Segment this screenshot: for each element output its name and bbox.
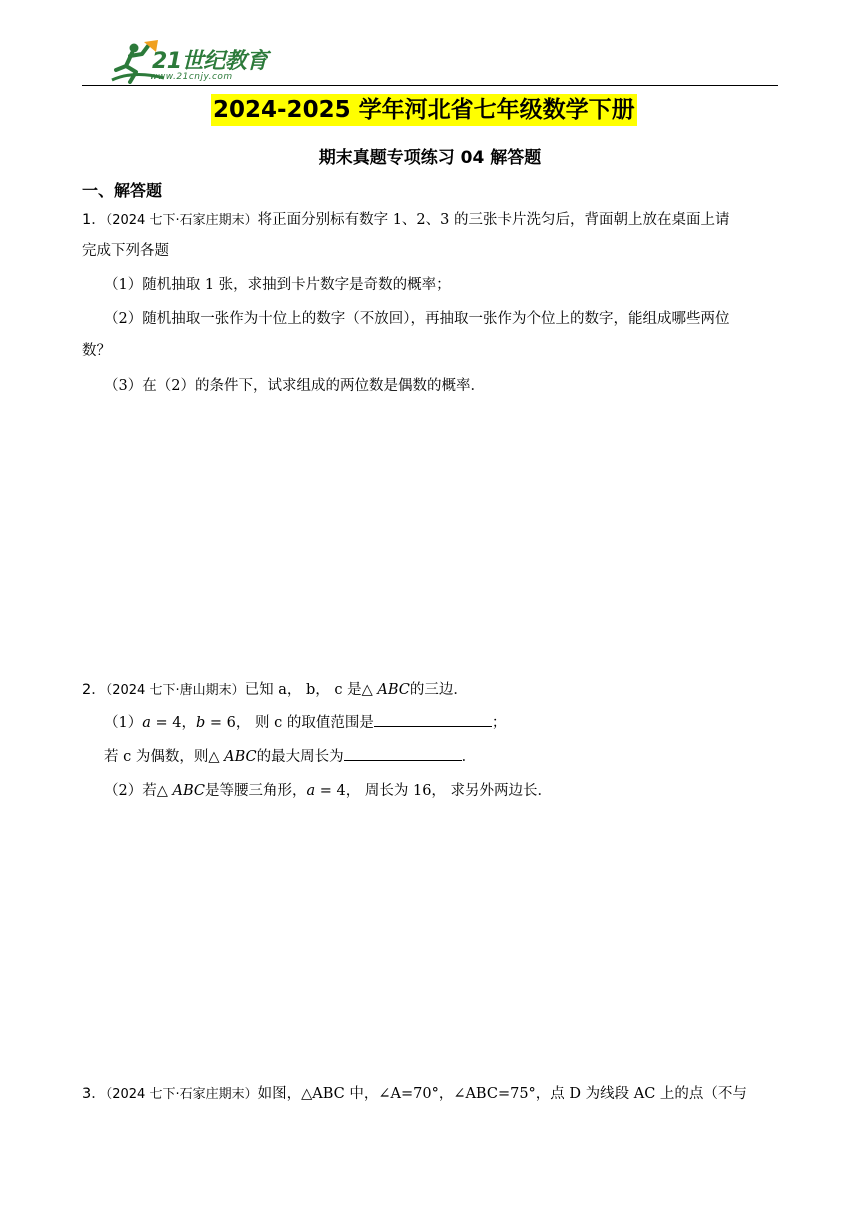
q2-p1b-end: ． <box>461 749 477 765</box>
page-subtitle: 期末真题专项练习 04 解答题 <box>318 148 542 168</box>
q2-p2-pre: （2）若 <box>104 783 157 799</box>
q3-line1 <box>82 1083 747 1106</box>
q2-stem-b: 的三边． <box>409 682 468 698</box>
q2-p2-b: 是等腰三角形， <box>205 783 307 799</box>
q2-p2-c: 周长为 16， 求另外两边长． <box>360 783 553 799</box>
logo-url: www.21cnjy.com <box>150 72 233 82</box>
q2-part1b <box>104 746 476 768</box>
q2-p1b-abc: ABC <box>224 749 257 765</box>
q2-p1-a: a <box>142 715 151 731</box>
q2-p1-b: b <box>195 715 206 731</box>
q1-part2: （2）随机抽取一张作为十位上的数字（不放回），再抽取一张作为个位上的数字，能组成哪些两位 <box>104 311 730 327</box>
page-title: 2024-2025 学年河北省七年级数学下册 <box>211 94 637 126</box>
section-heading: 一、解答题 <box>82 181 163 200</box>
q1-source: （2024 七下·石家庄期末） <box>105 213 258 228</box>
q2-p1b-b: 的最大周长为 <box>256 749 344 765</box>
q2-number: 2． <box>82 682 106 698</box>
logo-text: 21世纪教育 <box>152 49 268 74</box>
q2-stem-tri: △ <box>361 682 373 698</box>
q3-number: 3． <box>82 1086 106 1102</box>
q1-part1: （1）随机抽取 1 张，求抽到卡片数字是奇数的概率； <box>104 277 451 293</box>
q2-p1-text: 则 c 的取值范围是 <box>250 715 374 731</box>
q1-line1 <box>82 209 730 232</box>
q2-stem-abc: ABC <box>377 682 410 698</box>
q2-line1 <box>82 679 468 702</box>
q2-p2-a: a <box>306 783 316 799</box>
header-rule <box>82 85 778 86</box>
q1-part3: （3）在（2）的条件下，试求组成的两位数是偶数的概率． <box>104 378 485 394</box>
q2-p1-pre: （1） <box>104 715 143 731</box>
q3-stem: 如图，△ABC 中，∠A=70°，∠ABC=75°，点 D 为线段 AC 上的点（不与 <box>257 1086 747 1102</box>
q2-p2-abc: ABC <box>172 783 205 799</box>
q2-p1-eq1: = 4， <box>150 715 196 731</box>
q2-source: （2024 七下·唐山期末） <box>105 683 245 698</box>
q2-answer-blank-2[interactable] <box>344 746 462 761</box>
q2-p1b-a: 若 c 为偶数，则 <box>104 749 209 765</box>
q2-p2-eq: = 4， <box>315 783 361 799</box>
q2-p1b-tri: △ <box>208 749 220 765</box>
q2-part2 <box>104 780 552 802</box>
q1-line2: 完成下列各题 <box>82 243 169 259</box>
q3-source: （2024 七下·石家庄期末） <box>105 1087 258 1102</box>
q1-part2-cont: 数？ <box>82 343 111 359</box>
q2-p2-tri: △ <box>156 783 168 799</box>
q2-stem-a: 已知 a， b， c 是 <box>244 682 362 698</box>
q1-number: 1． <box>82 212 106 228</box>
q1-stem: 将正面分别标有数字 1、2、3 的三张卡片洗匀后，背面朝上放在桌面上请 <box>257 212 730 228</box>
q2-part1 <box>104 712 506 734</box>
q2-answer-blank-1[interactable] <box>374 712 492 727</box>
q2-p1-end: ； <box>491 715 507 731</box>
q2-p1-eq2: = 6， <box>205 715 251 731</box>
